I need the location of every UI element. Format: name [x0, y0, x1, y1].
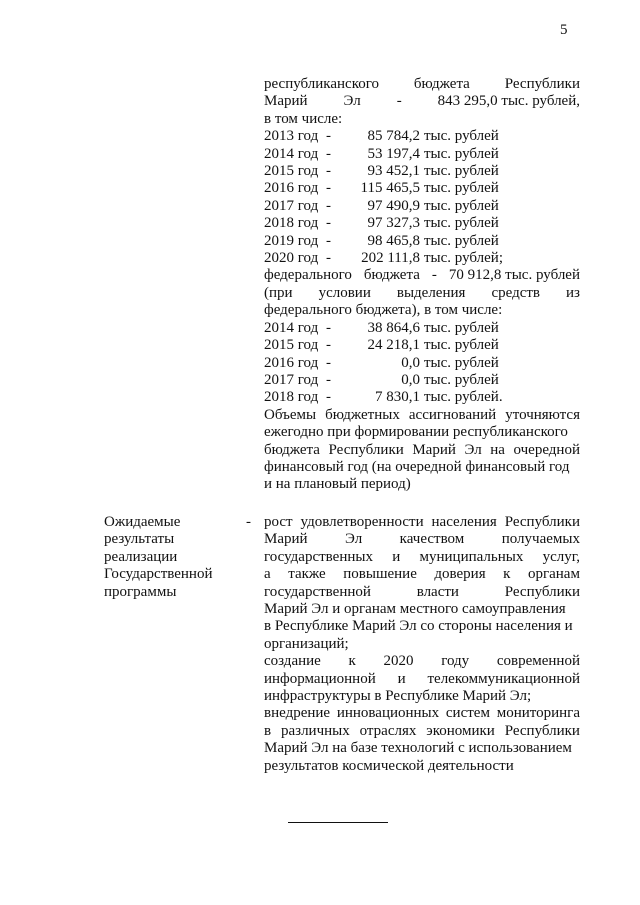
text-line [264, 514, 580, 531]
word: году [441, 653, 470, 670]
text-line [264, 566, 580, 583]
word: телекоммуникационной [427, 670, 580, 687]
year-row [264, 250, 580, 267]
word: различных [280, 722, 350, 739]
year-row [264, 389, 580, 406]
word: информационной [264, 670, 376, 687]
word: в [264, 722, 272, 739]
republic-years-list [264, 128, 580, 267]
word: инновационных [336, 705, 440, 722]
results-section [264, 514, 580, 775]
year-unit: тыс. рублей [424, 163, 499, 180]
word: ассигнований [408, 406, 497, 423]
word: Республики [504, 583, 580, 600]
year-amount: 115 465,5 [360, 180, 420, 197]
word: в Республике Марий Эл со стороны населения и [264, 618, 573, 635]
text-line [264, 584, 580, 601]
year-row [264, 215, 580, 232]
word: очередной [513, 441, 580, 458]
word: из [566, 284, 580, 301]
year-label: 2014 год [264, 319, 319, 336]
label-line: Государственной [104, 566, 213, 583]
word: Марий [264, 531, 308, 548]
year-amount: 97 327,3 [367, 215, 420, 232]
year-row [264, 337, 580, 354]
text-line [264, 424, 580, 441]
dash: - [326, 163, 331, 180]
word: бюджетных [325, 406, 400, 423]
text-line [264, 671, 580, 688]
word: Эл [464, 441, 482, 458]
word: доверия [434, 566, 486, 583]
year-label: 2020 год [264, 250, 319, 267]
year-amount: 38 864,6 [367, 319, 420, 336]
word: качеством [399, 531, 465, 548]
text-line [264, 442, 580, 459]
year-row [264, 146, 580, 163]
year-amount: 93 452,1 [367, 163, 420, 180]
year-unit: тыс. рублей [424, 180, 499, 197]
year-unit: тыс. рублей [424, 354, 499, 371]
budget-section [264, 76, 580, 494]
word: а [264, 566, 271, 583]
year-row [264, 233, 580, 250]
word: экономики [426, 722, 495, 739]
word: Эл [343, 93, 361, 110]
budget-total: 843 295,0 тыс. рублей, [437, 93, 580, 110]
text-line [264, 549, 580, 566]
budget-note-last: и на плановый период) [264, 476, 411, 493]
year-label: 2013 год [264, 128, 319, 145]
word: власти [416, 583, 459, 600]
label-line: программы [104, 583, 177, 600]
year-unit: тыс. рублей [424, 215, 499, 232]
word: удовлетворенности [300, 514, 424, 530]
separator-line [288, 822, 388, 823]
word: Республики [504, 76, 580, 92]
word: республиканского [264, 76, 379, 92]
word: финансовый год (на очередной финансовый год [264, 458, 570, 475]
label-dash: - [246, 514, 251, 530]
year-unit: тыс. рублей [424, 319, 499, 336]
word: Эл [345, 531, 363, 548]
year-label: 2018 год [264, 389, 319, 406]
word: бюджета [413, 76, 470, 92]
year-unit: тыс. рублей [424, 371, 499, 388]
word: государственной [264, 583, 371, 600]
word: (при [264, 284, 293, 301]
text-line [264, 740, 580, 757]
year-label: 2019 год [264, 232, 319, 249]
word: - [396, 93, 402, 110]
year-row [264, 320, 580, 337]
word: - [431, 267, 437, 284]
results-paragraph-2 [264, 653, 580, 688]
results-line: организаций; [264, 635, 349, 652]
year-amount: 202 111,8 [361, 250, 420, 267]
results-label [104, 514, 254, 601]
word: бюджета [264, 441, 320, 458]
dash: - [326, 128, 331, 145]
word: условии [318, 284, 371, 301]
year-unit: тыс. рублей; [424, 250, 503, 267]
budget-line-2 [264, 93, 580, 110]
results-paragraph-3 [264, 705, 580, 757]
year-unit: тыс. рублей [424, 197, 499, 214]
year-label: 2014 год [264, 145, 319, 162]
word: Марий Эл и органам местного самоуправления [264, 601, 566, 618]
word: выделения [396, 284, 466, 301]
word: на [490, 441, 505, 458]
word: современной [496, 653, 580, 670]
word: создание [264, 653, 321, 670]
word: рост [264, 514, 293, 530]
word: также [288, 566, 326, 583]
results-line: инфраструктуры в Республике Марий Эл; [264, 688, 532, 705]
label-line: Ожидаемые [104, 514, 181, 530]
word: ежегодно при формировании республиканского [264, 424, 568, 441]
word: Марий Эл на базе технологий с использованием [264, 740, 572, 757]
word: населения [431, 514, 497, 530]
federal-line [264, 267, 580, 284]
year-label: 2017 год [264, 371, 319, 388]
word: уточняются [505, 406, 580, 423]
word: Объемы [264, 406, 317, 423]
text-line [264, 601, 580, 618]
year-amount: 97 490,9 [367, 197, 420, 214]
results-line: результатов космической деятельности [264, 757, 514, 774]
word: Республики [504, 722, 580, 739]
year-amount: 7 830,1 [375, 389, 420, 406]
word: государственных [264, 548, 373, 565]
dash: - [326, 389, 331, 406]
word: услуг, [542, 548, 580, 565]
year-amount: 98 465,8 [367, 232, 420, 249]
text-line [264, 723, 580, 740]
year-label: 2017 год [264, 197, 319, 214]
word: Республики [504, 514, 580, 530]
dash: - [326, 180, 331, 197]
year-amount: 24 218,1 [367, 337, 420, 354]
federal-years-list [264, 320, 580, 407]
word: мониторинга [496, 705, 580, 722]
federal-condition-line-2: федерального бюджета), в том числе: [264, 302, 503, 319]
year-amount: 0,0 [401, 354, 420, 371]
word: средств [491, 284, 540, 301]
dash: - [326, 232, 331, 249]
word: повышение [343, 566, 417, 583]
word: к [348, 653, 356, 670]
year-row [264, 198, 580, 215]
budget-note [264, 407, 580, 477]
year-label: 2015 год [264, 163, 319, 180]
budget-line-1 [264, 76, 580, 93]
year-label: 2018 год [264, 215, 319, 232]
word: 2020 [383, 653, 414, 670]
year-label: 2016 год [264, 354, 319, 371]
year-row [264, 128, 580, 145]
page-number: 5 [560, 22, 568, 38]
federal-condition-line [264, 285, 580, 302]
year-row [264, 163, 580, 180]
results-paragraph-1 [264, 514, 580, 636]
word: муниципальных [419, 548, 524, 565]
word: отраслях [359, 722, 417, 739]
year-row [264, 355, 580, 372]
federal-total: 70 912,8 тыс. рублей [448, 267, 580, 284]
year-unit: тыс. рублей [424, 337, 499, 354]
word: федерального [264, 267, 352, 284]
text-line [264, 618, 580, 635]
year-label: 2015 год [264, 337, 319, 354]
label-line: результаты [104, 531, 175, 548]
word: Республики [328, 441, 404, 458]
year-unit: тыс. рублей. [424, 389, 503, 406]
label-line: реализации [104, 548, 178, 565]
dash: - [326, 371, 331, 388]
in-total-label: в том числе: [264, 110, 343, 127]
dash: - [326, 197, 331, 214]
word: получаемых [501, 531, 580, 548]
text-line [264, 653, 580, 670]
year-row [264, 180, 580, 197]
word: к [503, 566, 511, 583]
dash: - [326, 354, 331, 371]
text-line [264, 531, 580, 548]
year-label: 2016 год [264, 180, 319, 197]
text-line [264, 407, 580, 424]
text-line [264, 459, 580, 476]
dash: - [326, 145, 331, 162]
word: органам [527, 566, 580, 583]
word: Марий [264, 93, 308, 110]
word: внедрение [264, 705, 331, 722]
dash: - [326, 215, 331, 232]
year-amount: 0,0 [401, 371, 420, 388]
dash: - [326, 337, 331, 354]
word: Марий [412, 441, 456, 458]
word: и [397, 670, 406, 687]
year-unit: тыс. рублей [424, 232, 499, 249]
year-amount: 85 784,2 [367, 128, 420, 145]
dash: - [326, 250, 331, 267]
year-row [264, 372, 580, 389]
dash: - [326, 319, 331, 336]
text-line [264, 705, 580, 722]
word: бюджета [363, 267, 420, 284]
word: систем [445, 705, 490, 722]
year-amount: 53 197,4 [367, 145, 420, 162]
word: и [392, 548, 401, 565]
year-unit: тыс. рублей [424, 145, 499, 162]
year-unit: тыс. рублей [424, 128, 499, 145]
